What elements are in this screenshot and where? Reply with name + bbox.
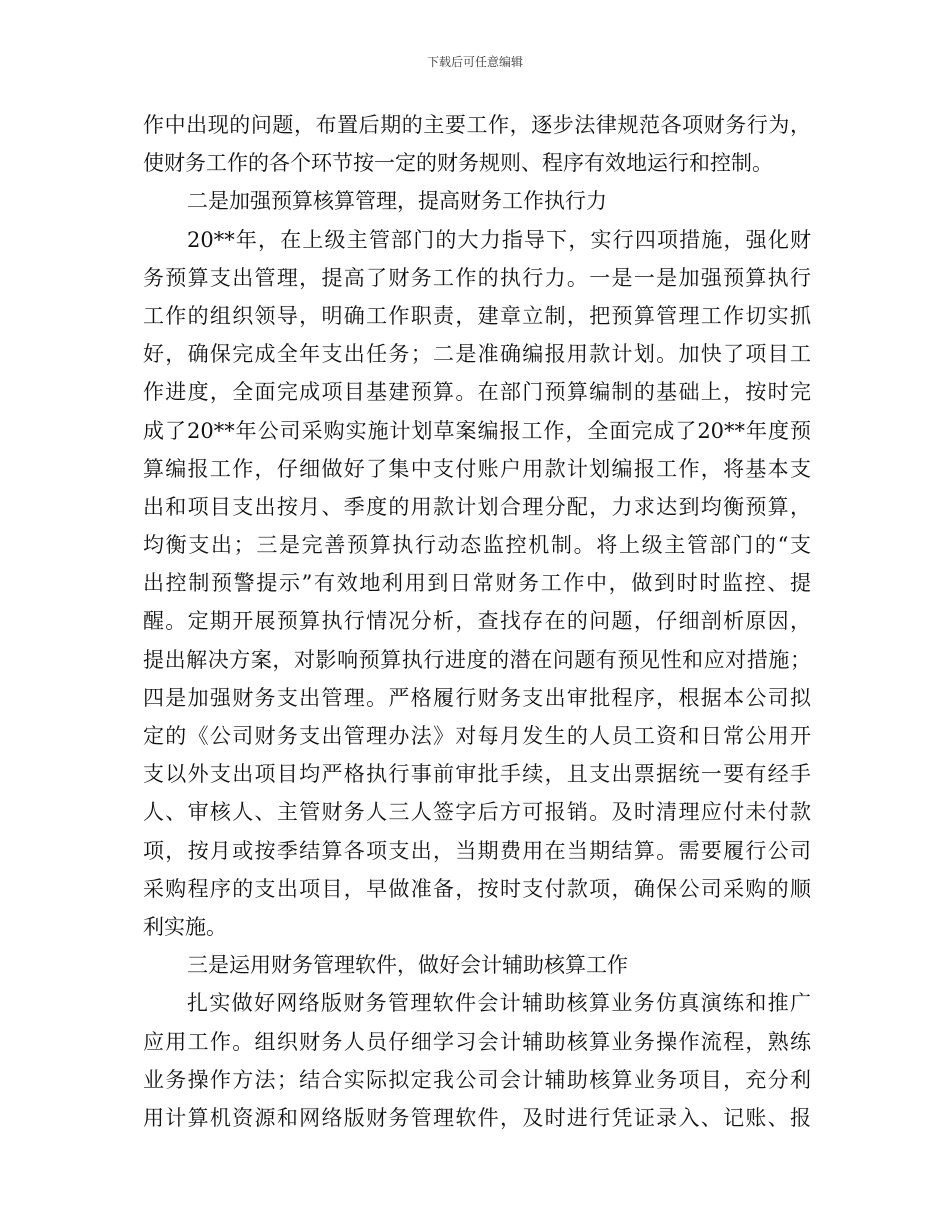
text-line: 三是运用财务管理软件，做好会计辅助核算工作 xyxy=(187,953,628,978)
text-line: 作中出现的问题，布置后期的主要工作，逐步法律规范各项财务行为， xyxy=(143,113,811,137)
text-line: 工作的组织领导，明确工作职责，建章立制，把预算管理工作切实抓 xyxy=(143,303,811,328)
text-line: 定的《公司财务支出管理办法》对每月发生的人员工资和日常公用开 xyxy=(143,724,811,748)
text-line: 应用工作。组织财务人员仔细学习会计辅助核算业务操作流程，熟练 xyxy=(143,1029,811,1054)
text-line: 成了20**年公司采购实施计划草案编报工作，全面完成了20**年度预 xyxy=(143,418,811,443)
text-line: 扎实做好网络版财务管理软件会计辅助核算业务仿真演练和推广 xyxy=(187,991,811,1016)
text-line: 二是加强预算核算管理，提高财务工作执行力 xyxy=(187,189,607,214)
text-line: 出控制预警提示”有效地利用到日常财务工作中，做到时时监控、提 xyxy=(143,571,811,596)
text-line: 出和项目支出按月、季度的用款计划合理分配，力求达到均衡预算， xyxy=(143,494,811,519)
text-line: 用计算机资源和网络版财务管理软件，及时进行凭证录入、记账、报 xyxy=(143,1105,811,1130)
text-line: 作进度，全面完成项目基建预算。在部门预算编制的基础上，按时完 xyxy=(143,380,811,405)
text-line: 务预算支出管理，提高了财务工作的执行力。一是一是加强预算执行 xyxy=(143,265,811,290)
text-line: 项，按月或按季结算各项支出，当期费用在当期结算。需要履行公司 xyxy=(143,838,811,863)
text-line: 醒。定期开展预算执行情况分析，查找存在的问题，仔细剖析原因， xyxy=(143,609,811,634)
text-line: 好，确保完成全年支出任务；二是准确编报用款计划。加快了项目工 xyxy=(143,342,811,367)
text-line: 20**年，在上级主管部门的大力指导下，实行四项措施，强化财 xyxy=(187,227,811,252)
document-body xyxy=(143,106,811,1137)
page-header: 下载后可任意编辑 xyxy=(426,55,523,69)
text-line: 均衡支出；三是完善预算执行动态监控机制。将上级主管部门的“支 xyxy=(143,533,811,558)
text-line: 业务操作方法；结合实际拟定我公司会计辅助核算业务项目，充分利 xyxy=(143,1067,811,1092)
text-line: 提出解决方案，对影响预算执行进度的潜在问题有预见性和应对措施； xyxy=(143,647,811,672)
text-line: 使财务工作的各个环节按一定的财务规则、程序有效地运行和控制。 xyxy=(143,151,773,176)
text-line: 利实施。 xyxy=(143,914,227,939)
text-line: 支以外支出项目均严格执行事前审批手续，且支出票据统一要有经手 xyxy=(143,762,811,787)
text-line: 四是加强财务支出管理。严格履行财务支出审批程序，根据本公司拟 xyxy=(143,685,811,710)
text-line: 人、审核人、主管财务人三人签字后方可报销。及时清理应付未付款 xyxy=(143,800,811,825)
text-line: 算编报工作，仔细做好了集中支付账户用款计划编报工作，将基本支 xyxy=(143,456,811,481)
text-line: 采购程序的支出项目，早做准备，按时支付款项，确保公司采购的顺 xyxy=(143,876,811,901)
